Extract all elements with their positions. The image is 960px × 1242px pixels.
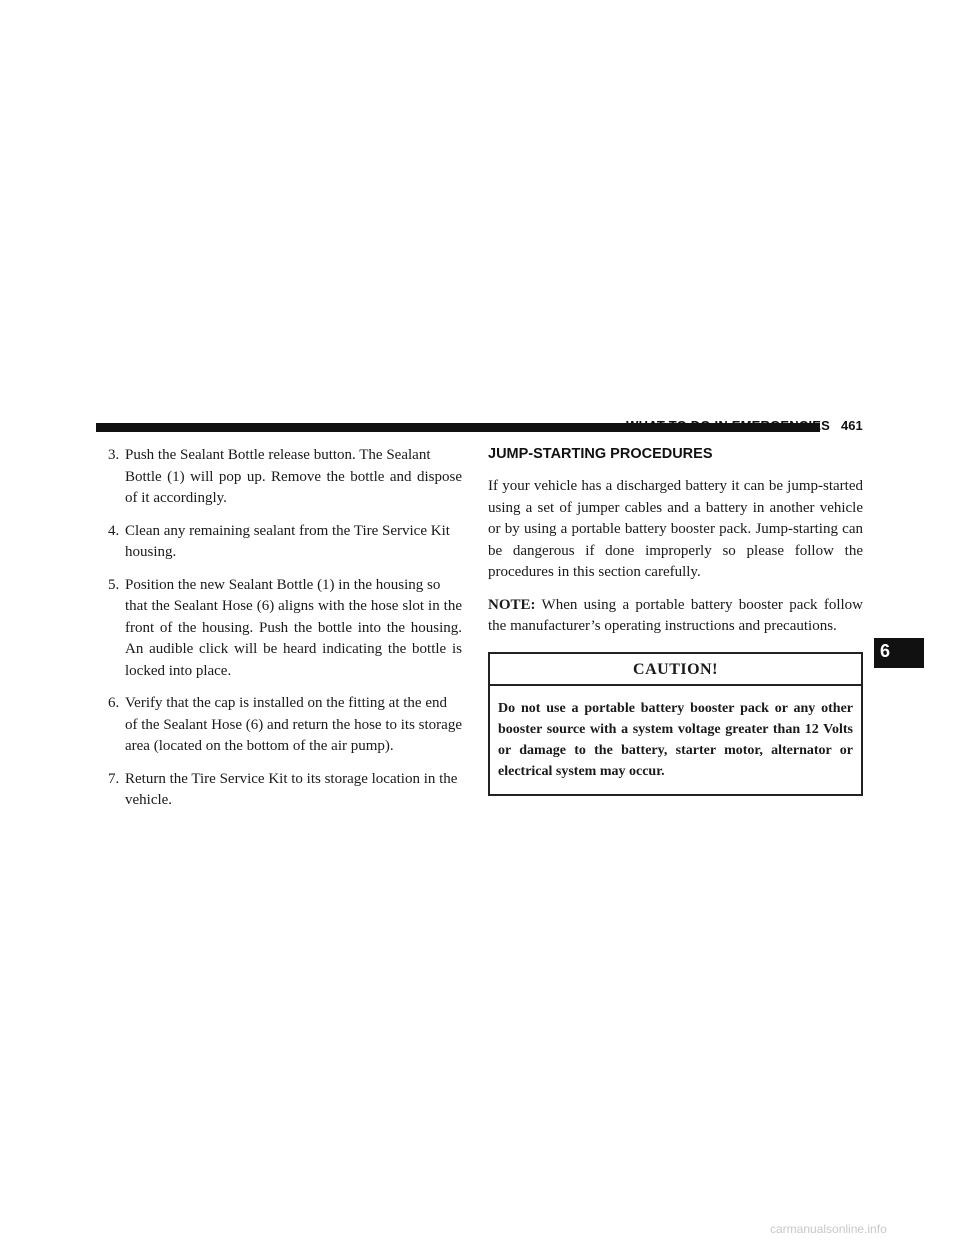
list-text-first: Position the new Sealant Bottle (1) in the housing so [125, 576, 441, 593]
intro-paragraph: If your vehicle has a discharged battery it can be jump-started using a set of jumper cables and a battery in another vehicle or by using a portable battery booster pack. Jump-starting can be dangerous if done improperly so please follow the procedures in this section carefully. [488, 478, 863, 580]
note-paragraph [488, 595, 863, 638]
list-text-first: Verify that the cap is installed on the fitting at the end [125, 695, 447, 711]
list-item [108, 445, 462, 510]
list-number: 7. [108, 770, 120, 787]
watermark: carmanualsonline.info [770, 1222, 887, 1236]
list-item [108, 769, 462, 812]
page-number: 461 [841, 418, 863, 433]
chapter-tab [874, 638, 924, 668]
left-column [108, 445, 462, 823]
list-text-rest: Bottle (1) will pop up. Remove the bottle and dispose of it accordingly. [125, 468, 462, 506]
list-text-first: Clean any remaining sealant from the Tire Service Kit [125, 522, 450, 539]
caution-text: Do not use a portable battery booster pack or any other booster source with a system voltage greater than 12 Volts or damage to the battery, starter motor, alternator or electrical system may occur. [498, 701, 853, 779]
list-text-rest: vehicle. [125, 792, 173, 808]
caution-box [488, 652, 863, 797]
caution-title: CAUTION! [490, 654, 861, 687]
list-text-rest: that the Sealant Hose (6) aligns with the hose slot in the front of the housing. Push the bottle into the housing. An audible click will be heard indicating the bottle is locked into place. [125, 598, 462, 679]
section-title: WHAT TO DO IN EMERGENCIES [626, 418, 830, 433]
list-text-first: Return the Tire Service Kit to its storage location in the [125, 770, 458, 787]
right-column [488, 445, 863, 796]
note-text: When using a portable battery booster pack follow the manufacturer’s operating instructions and precautions. [488, 596, 863, 634]
list-item [108, 521, 462, 564]
list-item [108, 693, 462, 758]
list-text-rest: housing. [125, 544, 177, 560]
list-number: 6. [108, 695, 120, 711]
chapter-number: 6 [880, 641, 891, 661]
list-item [108, 575, 462, 683]
list-text-rest: of the Sealant Hose (6) and return the hose to its storage area (located on the bottom of the air pump). [125, 716, 462, 754]
list-number: 5. [108, 576, 120, 593]
note-label: NOTE: [488, 596, 536, 613]
list-text-first: Push the Sealant Bottle release button. The Sealant [125, 447, 431, 463]
list-number: 4. [108, 522, 120, 539]
list-number: 3. [108, 447, 120, 463]
section-heading: JUMP-STARTING PROCEDURES [488, 446, 713, 462]
